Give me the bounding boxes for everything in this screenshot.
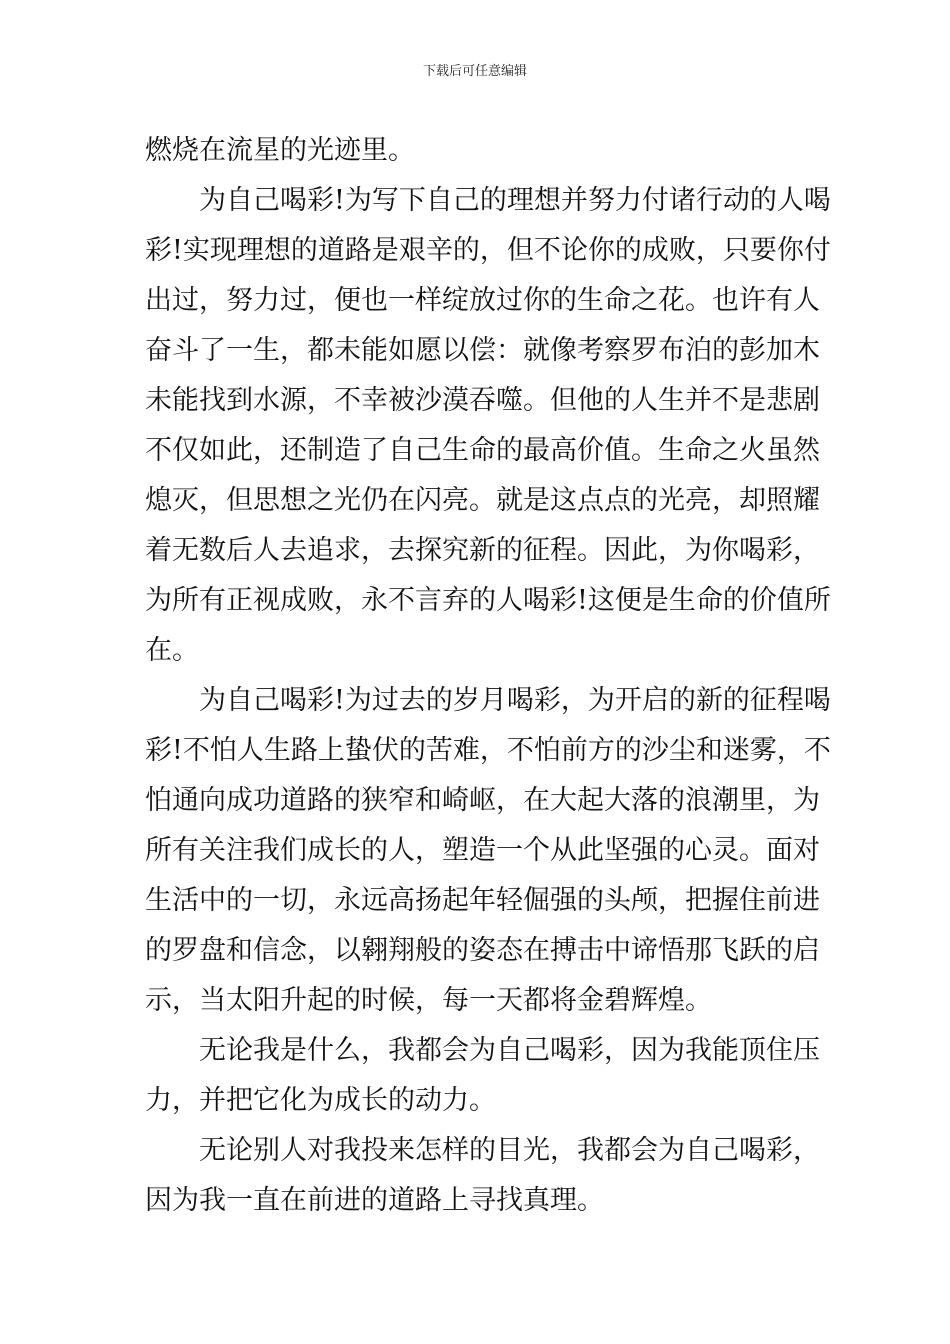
paragraph-2 xyxy=(145,176,831,676)
page-header: 下载后可任意编辑 xyxy=(422,64,527,79)
text-line: 出过，努力过，便也一样绽放过你的生命之花。也许有人 xyxy=(145,285,820,316)
text-line: 无论别人对我投来怎样的目光，我都会为自己喝彩， xyxy=(199,1135,820,1166)
text-line: 为所有正视成败，永不言弃的人喝彩!这便是生命的价值所 xyxy=(145,585,831,616)
text-line: 奋斗了一生，都未能如愿以偿：就像考察罗布泊的彭加木 xyxy=(145,335,820,366)
text-line: 为自己喝彩!为写下自己的理想并努力付诸行动的人喝 xyxy=(199,185,831,216)
text-line: 彩!实现理想的道路是艰辛的，但不论你的成败，只要你付 xyxy=(145,235,831,266)
text-line: 怕通向成功道路的狭窄和崎岖，在大起大落的浪潮里，为 xyxy=(145,785,820,816)
paragraph-4 xyxy=(145,1026,820,1126)
text-line: 未能找到水源，不幸被沙漠吞噬。但他的人生并不是悲剧 xyxy=(145,385,820,416)
text-line: 力，并把它化为成长的动力。 xyxy=(145,1085,496,1116)
text-line: 彩!不怕人生路上蛰伏的苦难，不怕前方的沙尘和迷雾，不 xyxy=(145,735,831,766)
paragraph-5 xyxy=(145,1126,820,1226)
text-line: 无论我是什么，我都会为自己喝彩，因为我能顶住压 xyxy=(199,1035,820,1066)
text-line: 在。 xyxy=(145,635,199,666)
text-line: 着无数后人去追求，去探究新的征程。因此，为你喝彩， xyxy=(145,535,820,566)
text-line: 燃烧在流星的光迹里。 xyxy=(145,135,415,166)
text-line: 熄灭，但思想之光仍在闪亮。就是这点点的光亮，却照耀 xyxy=(145,485,820,516)
text-line: 因为我一直在前进的道路上寻找真理。 xyxy=(145,1185,604,1216)
paragraph-1 xyxy=(145,126,810,176)
text-line: 所有关注我们成长的人，塑造一个从此坚强的心灵。面对 xyxy=(145,835,820,866)
text-line: 示，当太阳升起的时候，每一天都将金碧辉煌。 xyxy=(145,985,712,1016)
text-line: 为自己喝彩!为过去的岁月喝彩，为开启的新的征程喝 xyxy=(199,685,831,716)
paragraph-3 xyxy=(145,676,831,1026)
document-body xyxy=(145,126,831,1226)
text-line: 不仅如此，还制造了自己生命的最高价值。生命之火虽然 xyxy=(145,435,820,466)
text-line: 的罗盘和信念，以翱翔般的姿态在搏击中谛悟那飞跃的启 xyxy=(145,935,820,966)
text-line: 生活中的一切，永远高扬起年轻倔强的头颅，把握住前进 xyxy=(145,885,820,916)
